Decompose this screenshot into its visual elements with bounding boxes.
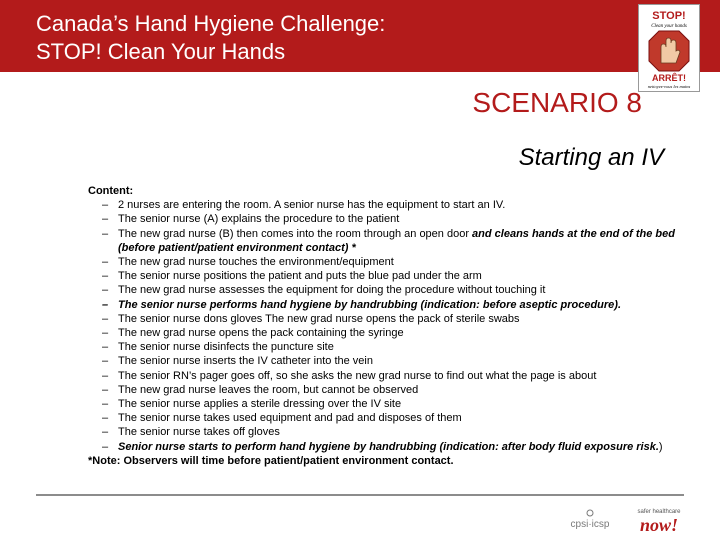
stop-clean-hands-logo [638,4,700,92]
logo-french-slogan: nettoyez-vous les mains [647,84,691,89]
footer-divider [36,494,684,496]
content-list [88,198,678,454]
list-item [102,411,678,425]
list-item-text: The senior RN’s pager goes off, so she asks the new grad nurse to find out what the page is about [118,369,597,382]
list-dash: – [102,327,109,340]
list-dash: – [102,369,109,382]
list-item [102,326,678,340]
list-item [102,212,678,226]
list-dash: – [102,412,109,425]
list-item [102,269,678,283]
list-item [102,298,678,312]
list-item-emphasis: Senior nurse starts to perform hand hygiene by handrubbing (indication: after body fluid exposure risk. [118,440,659,453]
list-item-text: The senior nurse takes off gloves [118,426,280,439]
list-item [102,440,678,454]
safer-healthcare-now-logo [630,505,688,540]
title-line-1: Canada’s Hand Hygiene Challenge: [36,11,386,36]
content-section [88,184,678,468]
list-dash: – [102,284,109,297]
list-item [102,198,678,212]
cpsi-logo [560,506,620,535]
list-item [102,425,678,439]
cpsi-text: cpsi·icsp [570,519,610,530]
content-label: Content: [88,185,134,197]
list-item-text: The new grad nurse (B) then comes into the room through an open door [118,227,473,240]
list-item-text: The new grad nurse touches the environment/equipment [118,256,394,269]
logo-stop-text: STOP! [652,10,686,22]
list-dash: – [102,341,109,354]
list-item-text: The senior nurse inserts the IV catheter into the vein [118,355,373,368]
list-item-text: The senior nurse takes used equipment and pad and disposes of them [118,412,462,425]
scenario-subtitle: Starting an IV [518,144,664,171]
cpsi-dot-icon [587,510,593,516]
observer-note: *Note: Observers will time before patient/patient environment contact. [88,454,454,467]
list-dash: – [102,383,109,396]
list-item-text: The new grad nurse assesses the equipment for doing the procedure without touching it [118,284,546,297]
list-item [102,312,678,326]
list-dash: – [102,270,109,283]
list-item-text: The senior nurse positions the patient and puts the blue pad under the arm [118,270,482,283]
list-item-text: 2 nurses are entering the room. A senior nurse has the equipment to start an IV. [118,199,506,212]
list-item-text: The senior nurse performs hand hygiene by handrubbing (indication: before aseptic procedure). [118,298,622,311]
list-item-text: The senior nurse (A) explains the procedure to the patient [118,213,400,226]
list-item-suffix: ) [658,440,663,453]
list-item [102,227,678,255]
list-dash: – [102,440,109,453]
list-dash: – [102,213,109,226]
list-dash: – [102,227,109,240]
list-item-text: The senior nurse dons gloves The new grad nurse opens the pack of sterile swabs [118,312,520,325]
list-item-emphasis: and cleans hands at the end of the bed (before patient/patient environment contact) * [118,227,675,254]
list-item [102,383,678,397]
page-title [36,10,385,66]
list-item-text: The senior nurse disinfects the puncture site [118,341,334,354]
list-item-text: The new grad nurse opens the pack containing the syringe [118,327,404,340]
list-item [102,397,678,411]
list-item [102,340,678,354]
list-dash: – [102,426,109,439]
list-dash: – [102,256,109,269]
list-dash: – [102,398,109,411]
list-item-text: The new grad nurse leaves the room, but cannot be observed [118,383,419,396]
list-item [102,369,678,383]
list-item-text: The senior nurse applies a sterile dressing over the IV site [118,398,402,411]
list-dash: – [102,199,109,212]
list-dash: – [102,312,109,325]
list-dash: – [102,355,109,368]
title-line-2: STOP! Clean Your Hands [36,39,286,64]
logo-slogan-text: Clean your hands [651,24,687,29]
safer-healthcare-text: safer healthcare [637,509,681,515]
scenario-heading: SCENARIO 8 [472,87,642,118]
logo-arret-text: ARRÊT! [652,73,686,83]
list-item [102,354,678,368]
list-item [102,255,678,269]
now-text: now! [639,515,679,535]
list-dash: – [102,298,109,311]
list-item [102,283,678,297]
